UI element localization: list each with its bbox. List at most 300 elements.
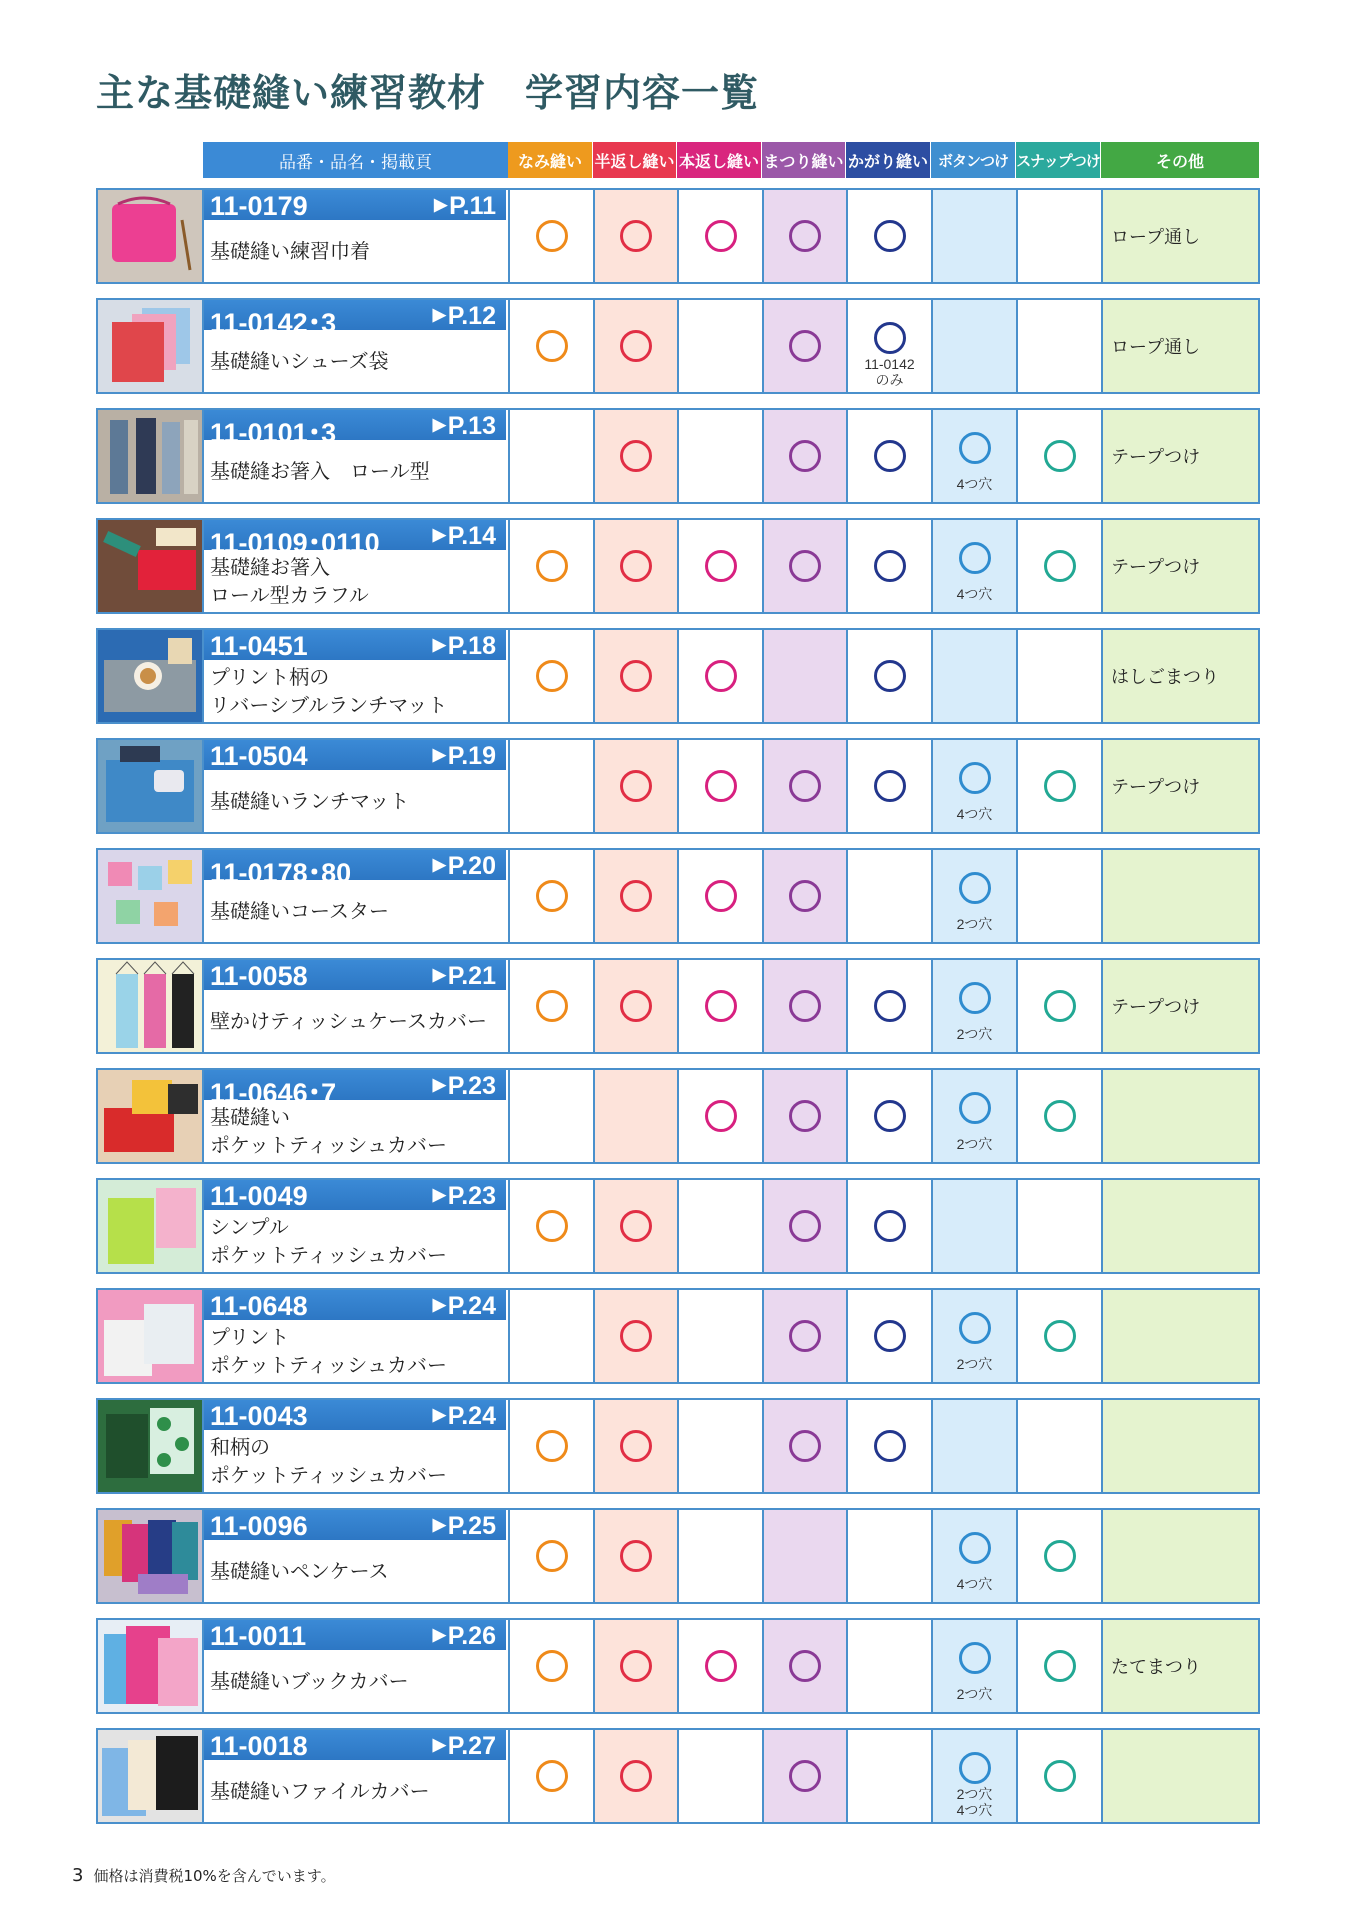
triangle-icon: ▶ <box>432 855 446 874</box>
cell-col-8 <box>1101 520 1258 612</box>
cell-col-3 <box>677 190 762 282</box>
other-text: テープつけ <box>1111 557 1201 578</box>
circle-mark <box>789 1650 821 1682</box>
triangle-icon: ▶ <box>432 635 446 654</box>
other-text: たてまつり <box>1111 1657 1201 1678</box>
page-ref-text: P.27 <box>447 1732 496 1760</box>
cell-col-5 <box>846 1180 931 1272</box>
product-code: 11-0096 <box>210 1511 308 1541</box>
circle-mark <box>620 1210 652 1242</box>
circle-mark <box>1044 990 1076 1022</box>
circle-mark <box>620 1650 652 1682</box>
circle-mark <box>789 1430 821 1462</box>
product-info <box>202 960 506 1052</box>
table-row <box>96 1508 1260 1604</box>
product-info <box>202 1290 506 1382</box>
header-col-3: 本返し縫い <box>677 142 761 178</box>
code-bar <box>204 1180 506 1210</box>
page-ref <box>433 1512 496 1541</box>
product-info <box>202 300 506 392</box>
circle-mark <box>959 1642 991 1674</box>
product-code: 11-0018 <box>210 1731 308 1761</box>
circle-mark <box>789 990 821 1022</box>
page-ref-text: P.11 <box>449 192 496 220</box>
code-bar <box>204 1290 506 1320</box>
circle-mark <box>536 880 568 912</box>
cell-col-7 <box>1016 1070 1101 1162</box>
other-text: テープつけ <box>1111 997 1201 1018</box>
product-info <box>202 520 506 612</box>
page-ref <box>433 742 496 771</box>
cell-col-4 <box>762 1290 846 1382</box>
table-row <box>96 738 1260 834</box>
cell-col-6 <box>931 1180 1016 1272</box>
circle-mark <box>705 880 737 912</box>
page-ref-text: P.24 <box>447 1292 496 1320</box>
cell-col-4 <box>762 1180 846 1272</box>
cell-col-1 <box>508 1730 593 1822</box>
product-photo <box>98 410 202 502</box>
cell-col-4 <box>762 1510 846 1602</box>
table-row <box>96 1178 1260 1274</box>
circle-mark <box>959 1312 991 1344</box>
code-bar <box>204 740 506 770</box>
cell-col-3 <box>677 630 762 722</box>
triangle-icon: ▶ <box>432 415 446 434</box>
cell-col-3 <box>677 960 762 1052</box>
code-bar <box>204 850 506 888</box>
cell-col-4 <box>762 740 846 832</box>
circle-mark <box>705 990 737 1022</box>
circle-mark <box>620 1760 652 1792</box>
product-code: 11-0504 <box>210 741 308 771</box>
circle-mark <box>874 1430 906 1462</box>
cell-col-3 <box>677 300 762 392</box>
cell-col-1 <box>508 410 593 502</box>
code-bar <box>204 300 506 338</box>
triangle-icon: ▶ <box>432 1625 446 1644</box>
cell-col-3 <box>677 1510 762 1602</box>
circle-mark <box>536 1210 568 1242</box>
cell-col-4 <box>762 190 846 282</box>
page-ref <box>433 1622 496 1651</box>
cell-col-7 <box>1016 1510 1101 1602</box>
circle-mark <box>536 660 568 692</box>
product-photo <box>98 1400 202 1492</box>
product-name: プリント ポケットティッシュカバー <box>210 1325 447 1377</box>
product-name: 壁かけティッシュケースカバー <box>210 1009 487 1033</box>
circle-mark <box>874 1320 906 1352</box>
cell-note: 2つ穴 <box>956 1356 993 1372</box>
product-code: 11-0179 <box>210 191 308 221</box>
circle-mark <box>789 550 821 582</box>
cell-note: 4つ穴 <box>956 476 993 492</box>
cell-col-4 <box>762 630 846 722</box>
product-name: 基礎縫いシューズ袋 <box>210 349 389 373</box>
cell-col-2 <box>593 960 677 1052</box>
cell-col-8 <box>1101 740 1258 832</box>
circle-mark <box>874 322 906 354</box>
product-name: 基礎縫いペンケース <box>210 1559 389 1583</box>
product-name: 基礎縫いランチマット <box>210 789 410 813</box>
triangle-icon: ▶ <box>432 1185 446 1204</box>
circle-mark <box>874 1210 906 1242</box>
circle-mark <box>1044 1540 1076 1572</box>
circle-mark <box>536 1540 568 1572</box>
table-row <box>96 408 1260 504</box>
product-photo <box>98 520 202 612</box>
circle-mark <box>874 990 906 1022</box>
cell-col-5 <box>846 1510 931 1602</box>
page-ref <box>433 852 496 881</box>
circle-mark <box>705 220 737 252</box>
triangle-icon: ▶ <box>432 305 446 324</box>
cell-col-3 <box>677 1400 762 1492</box>
triangle-icon: ▶ <box>432 745 446 764</box>
circle-mark <box>959 542 991 574</box>
circle-mark <box>959 432 991 464</box>
cell-col-7 <box>1016 410 1101 502</box>
cell-col-2 <box>593 1620 677 1712</box>
cell-col-6 <box>931 740 1016 832</box>
product-name: 基礎縫いコースター <box>210 899 389 923</box>
cell-col-8 <box>1101 1730 1258 1822</box>
table-row <box>96 298 1260 394</box>
table-row <box>96 1618 1260 1714</box>
cell-col-2 <box>593 1730 677 1822</box>
cell-col-1 <box>508 1510 593 1602</box>
circle-mark <box>1044 440 1076 472</box>
cell-col-4 <box>762 1400 846 1492</box>
table-row <box>96 188 1260 284</box>
cell-col-8 <box>1101 1620 1258 1712</box>
page-ref <box>433 522 496 551</box>
product-code: 11-0142･3 <box>210 308 337 338</box>
header-col-5: かがり縫い <box>846 142 930 178</box>
circle-mark <box>536 550 568 582</box>
code-bar <box>204 520 506 558</box>
circle-mark <box>1044 1650 1076 1682</box>
product-info <box>202 630 506 722</box>
page-ref-text: P.23 <box>447 1182 496 1210</box>
product-info <box>202 850 506 942</box>
other-text: ロープ通し <box>1111 337 1201 358</box>
circle-mark <box>620 880 652 912</box>
cell-col-1 <box>508 1400 593 1492</box>
product-code: 11-0646･7 <box>210 1078 337 1108</box>
cell-col-2 <box>593 300 677 392</box>
code-bar <box>204 1400 506 1430</box>
table-row <box>96 628 1260 724</box>
triangle-icon: ▶ <box>432 1295 446 1314</box>
circle-mark <box>705 770 737 802</box>
product-info <box>202 1620 506 1712</box>
cell-note: 11-0142 のみ <box>864 356 915 388</box>
header-col-1: なみ縫い <box>508 142 592 178</box>
circle-mark <box>959 1092 991 1124</box>
page-ref <box>434 192 496 221</box>
triangle-icon: ▶ <box>432 1735 446 1754</box>
cell-col-7 <box>1016 1620 1101 1712</box>
cell-col-6 <box>931 960 1016 1052</box>
cell-col-6 <box>931 300 1016 392</box>
product-photo <box>98 740 202 832</box>
page-ref-text: P.13 <box>447 412 496 440</box>
circle-mark <box>959 982 991 1014</box>
product-code: 11-0451 <box>210 631 308 661</box>
cell-col-8 <box>1101 410 1258 502</box>
code-bar <box>204 1730 506 1760</box>
code-bar <box>204 1620 506 1650</box>
header-item: 品番・品名・掲載頁 <box>203 142 508 178</box>
page-ref-text: P.20 <box>447 852 496 880</box>
cell-note: 4つ穴 <box>956 1576 993 1592</box>
product-name: プリント柄の リバーシブルランチマット <box>210 665 448 717</box>
header-col-2: 半返し縫い <box>593 142 676 178</box>
cell-col-1 <box>508 850 593 942</box>
code-bar <box>204 630 506 660</box>
cell-note: 2つ穴 4つ穴 <box>956 1786 993 1818</box>
page-ref-text: P.18 <box>447 632 496 660</box>
tax-note: 価格は消費税10%を含んでいます。 <box>93 1867 336 1885</box>
product-name: 基礎縫いファイルカバー <box>210 1779 430 1803</box>
cell-col-7 <box>1016 520 1101 612</box>
circle-mark <box>1044 770 1076 802</box>
cell-col-6 <box>931 850 1016 942</box>
cell-col-7 <box>1016 630 1101 722</box>
cell-col-6 <box>931 1620 1016 1712</box>
cell-col-3 <box>677 520 762 612</box>
page-number: 3 <box>72 1865 84 1886</box>
circle-mark <box>789 330 821 362</box>
header-col-4: まつり縫い <box>762 142 845 178</box>
circle-mark <box>620 660 652 692</box>
cell-col-4 <box>762 300 846 392</box>
circle-mark <box>620 330 652 362</box>
product-code: 11-0049 <box>210 1181 308 1211</box>
cell-col-4 <box>762 960 846 1052</box>
cell-col-6 <box>931 410 1016 502</box>
circle-mark <box>959 1532 991 1564</box>
product-photo <box>98 1180 202 1272</box>
cell-col-8 <box>1101 1510 1258 1602</box>
cell-col-7 <box>1016 1180 1101 1272</box>
circle-mark <box>1044 1760 1076 1792</box>
cell-col-3 <box>677 850 762 942</box>
page-title: 主な基礎縫い練習教材 学習内容一覧 <box>96 71 760 115</box>
cell-col-2 <box>593 1400 677 1492</box>
page-ref-text: P.12 <box>447 302 496 330</box>
circle-mark <box>874 550 906 582</box>
cell-col-8 <box>1101 960 1258 1052</box>
page-ref-text: P.25 <box>447 1512 496 1540</box>
circle-mark <box>536 330 568 362</box>
product-code: 11-0109･0110 <box>210 528 380 558</box>
circle-mark <box>620 220 652 252</box>
product-name: 和柄の ポケットティッシュカバー <box>210 1435 447 1487</box>
code-bar <box>204 1070 506 1108</box>
cell-col-2 <box>593 1510 677 1602</box>
cell-col-8 <box>1101 1400 1258 1492</box>
cell-col-5 <box>846 1620 931 1712</box>
product-photo <box>98 1620 202 1712</box>
cell-col-5 <box>846 300 931 392</box>
page-ref <box>433 1292 496 1321</box>
cell-col-7 <box>1016 1730 1101 1822</box>
circle-mark <box>789 1210 821 1242</box>
cell-col-7 <box>1016 850 1101 942</box>
table-row <box>96 1068 1260 1164</box>
product-photo <box>98 300 202 392</box>
cell-col-6 <box>931 630 1016 722</box>
product-code: 11-0043 <box>210 1401 308 1431</box>
cell-col-2 <box>593 410 677 502</box>
cell-col-3 <box>677 1620 762 1712</box>
cell-col-8 <box>1101 1070 1258 1162</box>
header-col-7: スナップつけ <box>1016 142 1100 178</box>
cell-col-4 <box>762 410 846 502</box>
cell-note: 2つ穴 <box>956 1686 993 1702</box>
product-photo <box>98 960 202 1052</box>
product-photo <box>98 1290 202 1382</box>
table-row <box>96 1728 1260 1824</box>
product-name: 基礎縫お箸入 ロール型カラフル <box>210 555 369 607</box>
cell-col-2 <box>593 1180 677 1272</box>
page-ref-text: P.19 <box>447 742 496 770</box>
page-ref-text: P.24 <box>447 1402 496 1430</box>
other-text: はしごまつり <box>1111 667 1219 688</box>
triangle-icon: ▶ <box>432 1515 446 1534</box>
product-code: 11-0178･80 <box>210 858 352 888</box>
product-photo <box>98 1510 202 1602</box>
code-bar <box>204 410 506 448</box>
product-photo <box>98 850 202 942</box>
cell-col-5 <box>846 1070 931 1162</box>
circle-mark <box>620 1320 652 1352</box>
product-name: 基礎縫お箸入 ロール型 <box>210 459 430 483</box>
circle-mark <box>874 1100 906 1132</box>
other-text: テープつけ <box>1111 447 1201 468</box>
cell-col-1 <box>508 520 593 612</box>
cell-note: 4つ穴 <box>956 806 993 822</box>
cell-col-7 <box>1016 300 1101 392</box>
circle-mark <box>536 1760 568 1792</box>
page-ref <box>433 1732 496 1761</box>
code-bar <box>204 190 506 220</box>
cell-col-4 <box>762 520 846 612</box>
page-ref <box>433 1182 496 1211</box>
page-ref-text: P.23 <box>447 1072 496 1100</box>
cell-col-1 <box>508 190 593 282</box>
cell-col-6 <box>931 1290 1016 1382</box>
circle-mark <box>620 550 652 582</box>
circle-mark <box>959 872 991 904</box>
cell-note: 2つ穴 <box>956 1136 993 1152</box>
code-bar <box>204 960 506 990</box>
cell-col-2 <box>593 1290 677 1382</box>
cell-col-2 <box>593 520 677 612</box>
product-info <box>202 1400 506 1492</box>
cell-col-5 <box>846 960 931 1052</box>
product-name: 基礎縫いブックカバー <box>210 1669 409 1693</box>
circle-mark <box>789 1100 821 1132</box>
page-ref-text: P.21 <box>447 962 496 990</box>
cell-col-3 <box>677 1290 762 1382</box>
cell-col-3 <box>677 410 762 502</box>
product-info <box>202 1510 506 1602</box>
circle-mark <box>705 1100 737 1132</box>
table-row <box>96 518 1260 614</box>
cell-col-1 <box>508 630 593 722</box>
cell-col-8 <box>1101 1290 1258 1382</box>
product-code: 11-0011 <box>210 1621 307 1651</box>
product-name: 基礎縫い練習巾着 <box>210 239 370 263</box>
product-photo <box>98 190 202 282</box>
cell-col-3 <box>677 1180 762 1272</box>
product-name: 基礎縫い ポケットティッシュカバー <box>210 1105 447 1157</box>
circle-mark <box>789 1320 821 1352</box>
cell-col-4 <box>762 850 846 942</box>
cell-col-2 <box>593 190 677 282</box>
table-row <box>96 958 1260 1054</box>
table-row <box>96 848 1260 944</box>
cell-col-1 <box>508 300 593 392</box>
cell-col-1 <box>508 740 593 832</box>
circle-mark <box>1044 550 1076 582</box>
product-photo <box>98 1070 202 1162</box>
circle-mark <box>959 762 991 794</box>
cell-col-2 <box>593 740 677 832</box>
cell-col-7 <box>1016 960 1101 1052</box>
cell-note: 2つ穴 <box>956 916 993 932</box>
page-ref <box>433 962 496 991</box>
cell-col-6 <box>931 1730 1016 1822</box>
product-info <box>202 1730 506 1822</box>
table-row <box>96 1398 1260 1494</box>
product-info <box>202 740 506 832</box>
cell-col-1 <box>508 1620 593 1712</box>
other-text: テープつけ <box>1111 777 1201 798</box>
triangle-icon: ▶ <box>432 965 446 984</box>
circle-mark <box>874 660 906 692</box>
circle-mark <box>620 1540 652 1572</box>
product-info <box>202 1070 506 1162</box>
cell-col-5 <box>846 520 931 612</box>
triangle-icon: ▶ <box>434 195 448 214</box>
page-ref <box>433 1072 496 1101</box>
cell-col-3 <box>677 740 762 832</box>
cell-col-5 <box>846 1400 931 1492</box>
cell-col-2 <box>593 1070 677 1162</box>
cell-col-5 <box>846 410 931 502</box>
cell-col-5 <box>846 740 931 832</box>
circle-mark <box>874 220 906 252</box>
page-ref <box>433 302 496 331</box>
cell-col-5 <box>846 1730 931 1822</box>
cell-col-1 <box>508 960 593 1052</box>
cell-col-7 <box>1016 1400 1101 1492</box>
circle-mark <box>620 440 652 472</box>
code-bar <box>204 1510 506 1540</box>
page-ref <box>433 1402 496 1431</box>
cell-col-6 <box>931 1070 1016 1162</box>
page-ref-text: P.14 <box>447 522 496 550</box>
circle-mark <box>959 1752 991 1784</box>
cell-col-3 <box>677 1730 762 1822</box>
circle-mark <box>536 990 568 1022</box>
circle-mark <box>705 660 737 692</box>
circle-mark <box>1044 1320 1076 1352</box>
